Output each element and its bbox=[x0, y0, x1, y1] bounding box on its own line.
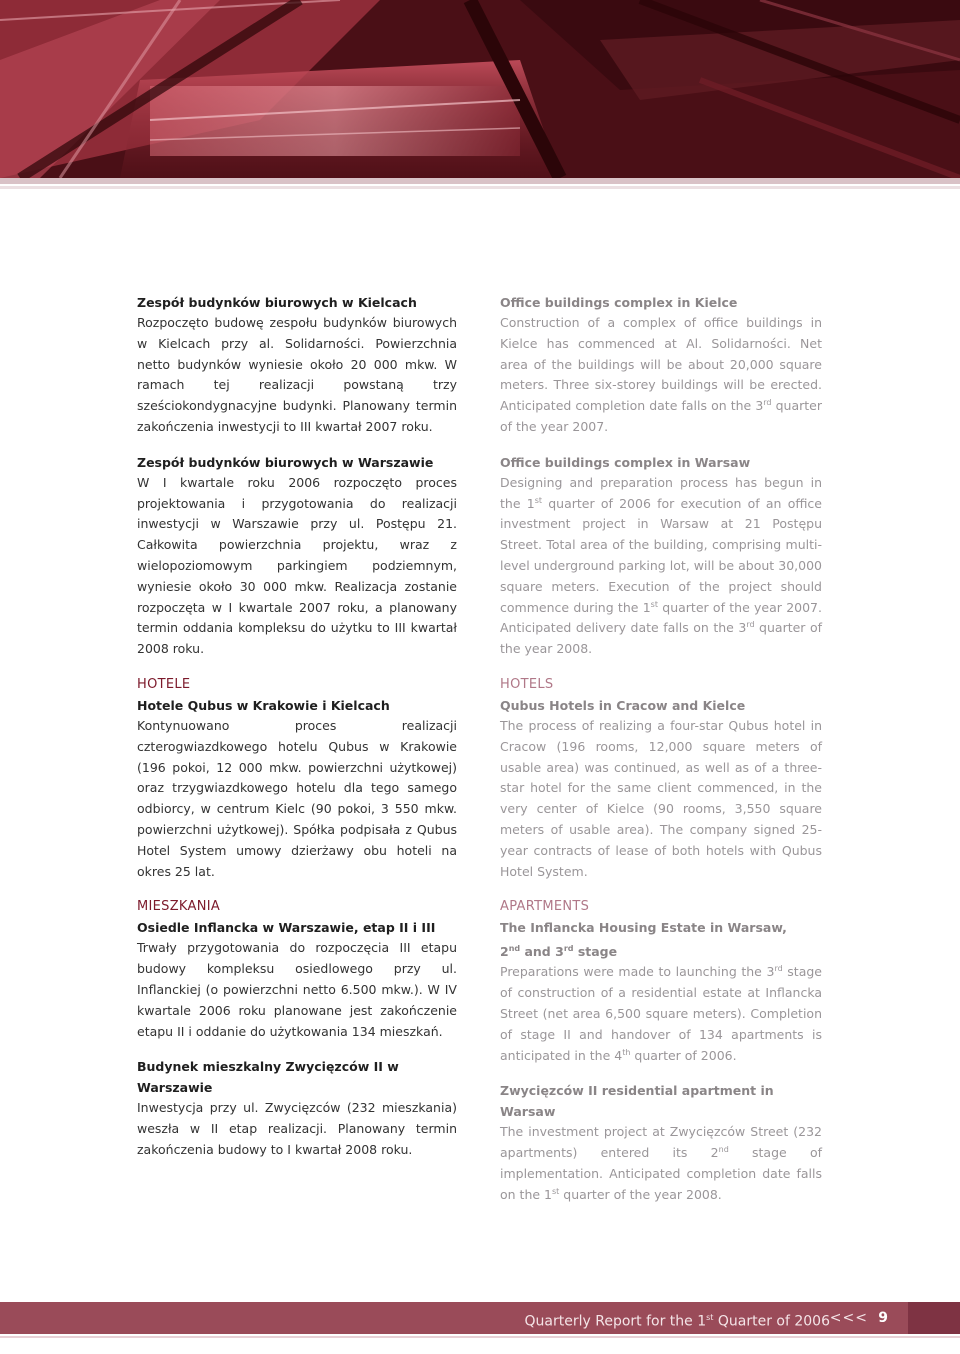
en-kielce-text-b: quarter of the year 2007. bbox=[500, 398, 822, 434]
pl-inflancka-block bbox=[137, 896, 457, 1042]
header-architecture-image bbox=[0, 0, 960, 178]
en-inflancka-text-a: Preparations were made to launching the 3 bbox=[500, 964, 775, 980]
header-photo bbox=[0, 0, 960, 178]
pl-kielce-heading: Zespół budynków biurowych w Kielcach bbox=[137, 295, 417, 310]
en-warsaw-text-c: quarter of the year 2007. Anticipated delivery date falls on the 3 bbox=[500, 599, 822, 636]
en-inflancka-heading bbox=[500, 917, 822, 962]
pl-inflancka-text: Trwały przygotowania do rozpoczęcia III etapu budowy kompleksu osiedlowego przy ul. Inflanckiej (o powierzchni netto 6.500 mkw.). W IV kwartale 2006 roku planowane jest zakończenie etapu II i oddanie do użytkowania 134 mieszkań. bbox=[137, 940, 457, 1039]
en-inflancka-sup-1: rd bbox=[774, 964, 783, 974]
en-inflancka-heading-b3: stage bbox=[573, 944, 618, 960]
footer-report-a: Quarterly Report for the 1 bbox=[524, 1313, 707, 1330]
en-inflancka-heading-b1: 2 bbox=[500, 944, 509, 960]
en-warsaw-text bbox=[500, 473, 822, 660]
pl-kielce-text: Rozpoczęto budowę zespołu budynków biurowych w Kielcach przy al. Solidarności. Powierzchnia netto budynków wyniesie około 20 000 mkw. W ramach tej realizacji powstaną trzy sześciokondygnacyjne budynki. Planowany termin zakończenia inwestycji to III kwartał 2007 roku. bbox=[137, 315, 457, 434]
pl-warsaw-text: W I kwartale roku 2006 rozpoczęto proces projektowania i przygotowania do realizacji inwestycji w Warszawie przy ul. Postępu 21. Całkowita powierzchnia projektu, wraz z wielopoziomowym parkingiem podziemnym, wyniesie około 30 000 mkw. Realizacja zostanie rozpoczęta w I kwartale 2007 roku, a planowany termin oddania kompleksu do użytku to III kwartał 2008 roku. bbox=[137, 474, 457, 657]
page-footer bbox=[0, 1302, 960, 1334]
footer-report-b: Quarter of 2006 bbox=[713, 1313, 830, 1330]
en-zwyciezcow-text-c: quarter of the year 2008. bbox=[559, 1186, 722, 1202]
en-zwyciezcow-block bbox=[500, 1080, 822, 1205]
en-kielce-sup: rd bbox=[763, 398, 772, 408]
en-hotels-block bbox=[500, 674, 822, 882]
en-apartments-section: APARTMENTS bbox=[500, 899, 590, 915]
en-inflancka-text-c: quarter of 2006. bbox=[630, 1047, 737, 1063]
en-kielce-block bbox=[500, 292, 822, 438]
pl-zwyciezcow-block bbox=[137, 1056, 457, 1160]
en-inflancka-text bbox=[500, 962, 822, 1066]
en-kielce-heading: Office buildings complex in Kielce bbox=[500, 295, 738, 310]
en-kielce-text-a: Construction of a complex of office buildings in Kielce has commenced at Al. Solidarności. Net area of the buildings will be about 20,000 square meters. Three six-storey buildings will be erected. Anticipated completion date falls on the 3 bbox=[500, 315, 822, 414]
en-zwyciezcow-text-a: The investment project at Zwycięzców Street (232 apartments) entered its 2 bbox=[500, 1124, 822, 1161]
en-inflancka-heading-b2: and 3 bbox=[520, 944, 564, 960]
pl-inflancka-heading: Osiedle Inflancka w Warszawie, etap II i III bbox=[137, 920, 436, 936]
footer-report-title bbox=[525, 1308, 830, 1332]
en-inflancka-heading-sup1: nd bbox=[508, 944, 521, 954]
en-warsaw-text-a: Designing and preparation process has begun in the 1 bbox=[500, 474, 822, 511]
en-inflancka-heading-sup2: rd bbox=[563, 944, 574, 954]
header-rule bbox=[0, 178, 960, 194]
en-inflancka-text-b: stage of construction of a residential estate at Inflancka Street (net area 6,500 square meters). Completion of stage II and handover of 134 apartments is anticipated in the 4 bbox=[500, 964, 822, 1063]
en-inflancka-heading-a: The Inflancka Housing Estate in Warsaw, bbox=[500, 920, 787, 936]
pl-hotels-block bbox=[137, 674, 457, 882]
footer-arrows: <<< bbox=[829, 1310, 868, 1326]
english-column bbox=[500, 292, 822, 1220]
pl-kielce-block bbox=[137, 292, 457, 438]
footer-right-block bbox=[908, 1302, 960, 1334]
en-zwyciezcow-text bbox=[500, 1122, 822, 1205]
pl-zwyciezcow-heading: Budynek mieszkalny Zwycięzców II w Warszawie bbox=[137, 1059, 399, 1096]
en-warsaw-sup-1: st bbox=[534, 495, 542, 505]
en-warsaw-sup-2: st bbox=[650, 599, 658, 609]
en-hotels-heading: Qubus Hotels in Cracow and Kielce bbox=[500, 697, 746, 713]
en-zwyciezcow-heading: Zwycięzców II residential apartment in Warsaw bbox=[500, 1083, 774, 1120]
pl-hotels-text: Kontynuowano proces realizacji czterogwiazdkowego hotelu Qubus w Krakowie (196 pokoi, 12 000 mkw. powierzchni użytkowej) oraz trzygwiazdkowego hotelu dla tego samego odbiorcy, w centrum Kielc (90 pokoi, 3 550 mkw. powierzchni użytkowej). Spółka podpisała z Qubus Hotel System umowy dzierżawy obu hoteli na okres 25 lat. bbox=[137, 717, 457, 879]
en-zwyciezcow-sup-2: st bbox=[551, 1186, 560, 1196]
en-hotels-section: HOTELS bbox=[500, 676, 554, 692]
pl-hotels-section: HOTELE bbox=[137, 676, 191, 692]
pl-warsaw-heading: Zespół budynków biurowych w Warszawie bbox=[137, 454, 434, 470]
pl-hotels-heading: Hotele Qubus w Krakowie i Kielcach bbox=[137, 697, 390, 713]
polish-column bbox=[137, 292, 457, 1175]
en-warsaw-text-b: quarter of 2006 for execution of an office investment project in Warsaw at 21 Postępu Street. Total area of the building, comprising multi-level underground parking lot, will be about 30,000 square meters. Execution of the project should commence during the 1 bbox=[500, 495, 822, 615]
en-warsaw-text-d: quarter of the year 2008. bbox=[500, 620, 822, 657]
page-number: 9 bbox=[878, 1310, 888, 1326]
en-inflancka-block bbox=[500, 896, 822, 1066]
en-hotels-text: The process of realizing a four-star Qubus hotel in Cracow (196 rooms, 12,000 square meters of usable area) was continued, as well as of a three-star hotel for the same client commenced, in the very center of Kielce (90 rooms, 3,550 square meters of usable area). The company signed 25-year contracts of lease of both hotels with Qubus Hotel System. bbox=[500, 717, 822, 879]
en-warsaw-sup-3: rd bbox=[746, 620, 755, 630]
en-kielce-text bbox=[500, 313, 822, 438]
en-warsaw-block bbox=[500, 452, 822, 660]
pl-warsaw-block bbox=[137, 452, 457, 660]
footer-report-sup: st bbox=[706, 1313, 714, 1322]
en-zwyciezcow-sup-1: nd bbox=[718, 1145, 729, 1155]
en-warsaw-heading: Office buildings complex in Warsaw bbox=[500, 454, 751, 470]
pl-apartments-section: MIESZKANIA bbox=[137, 899, 221, 915]
footer-line bbox=[0, 1336, 960, 1338]
pl-zwyciezcow-text: Inwestycja przy ul. Zwycięzców (232 mieszkania) weszła w II etap realizacji. Planowany termin zakończenia budowy to I kwartał 2008 roku. bbox=[137, 1100, 457, 1157]
en-inflancka-sup-2: th bbox=[622, 1047, 631, 1057]
en-zwyciezcow-text-b: stage of implementation. Anticipated completion date falls on the 1 bbox=[500, 1145, 822, 1202]
